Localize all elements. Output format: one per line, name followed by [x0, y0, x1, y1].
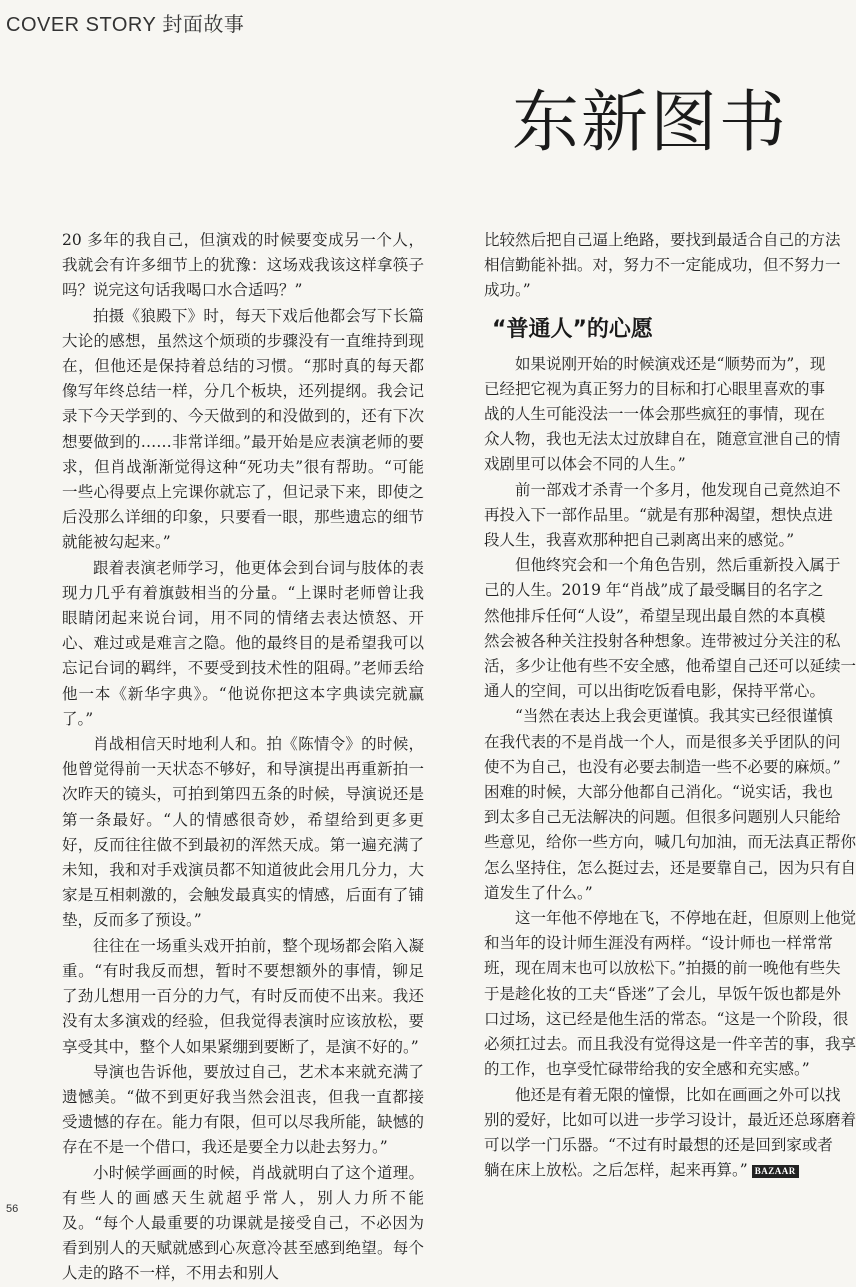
text-line: 成功。”	[484, 281, 531, 300]
text-line: 别的爱好，比如可以进一步学习设计，最近还总琢磨着	[484, 1110, 856, 1129]
text-line: 己的人生。2019 年“肖战”成了最受瞩目的名字之	[484, 581, 824, 600]
text-line: 前一部戏才杀青一个多月，他发现自己竟然迫不	[515, 480, 841, 499]
subheading: “普通人”的心愿	[492, 316, 653, 342]
text-line: 口过场，这已经是他生活的常态。“这是一个阶段，很	[484, 1009, 849, 1028]
text-line: 到太多自己无法解决的问题。但很多问题别人只能给	[484, 808, 841, 827]
section-header	[6, 8, 244, 37]
paragraph: 导演也告诉他，要放过自己，艺术本来就充满了遗憾美。“做不到更好我当然会沮丧，但我一直都接受遗憾的存在。能力有限，但可以尽我所能，缺憾的存在不是一个借口，我还是要全力以赴去努力。”	[62, 1062, 424, 1157]
text-line: 和当年的设计师生涯没有两样。“设计师也一样常常	[484, 934, 833, 953]
text-line: 段人生，我喜欢那种把自己剥离出来的感觉。”	[484, 531, 795, 550]
bazaar-endmark-logo: BAZAAR	[752, 1165, 799, 1178]
text-line: 已经把它视为真正努力的目标和打心眼里喜欢的事	[484, 379, 826, 398]
text-line: 班，现在周末也可以放松下。”拍摄的前一晚他有些失	[484, 959, 841, 978]
page-number: 56	[6, 1203, 19, 1215]
paragraph: 肖战相信天时地利人和。拍《陈情令》的时候，他曾觉得前一天状态不够好，和导演提出再重新拍一次昨天的镜头，可拍到第四五条的时候，导演说还是第一条最好。“人的情感很奇妙，希望给到更多更好，反而往往做不到最初的浑然天成。第一遍充满了未知，我和对手戏演员都不知道彼此会用几分力，大家是互相刺激的，会触发最真实的情感，后面有了铺垫，反而多了预设。”	[62, 735, 424, 930]
text-line: 困难的时候，大部分他都自己消化。“说实话，我也	[484, 783, 833, 802]
text-line: 些意见，给你一些方向，喊几句加油，而无法真正帮你	[484, 833, 856, 852]
paragraph: 小时候学画画的时候，肖战就明白了这个道理。有些人的画感天生就超乎常人，别人力所不能及。“每个人最重要的功课就是接受自己，不必因为看到别人的天赋就感到心灰意冷甚至感到绝望。每个人走的路不一样，不用去和别人	[62, 1163, 424, 1283]
paragraph: 跟着表演老师学习，他更体会到台词与肢体的表现力几乎有着旗鼓相当的分量。“上课时老师曾让我眼睛闭起来说台词，用不同的情绪去表达愤怒、开心、难过或是难言之隐。他的最终目的是希望我可以忘记台词的羁绊，不要受到技术性的阻碍。”老师丢给他一本《新华字典》。“他说你把这本字典读完就赢了。”	[62, 558, 424, 728]
text-column-right-body	[484, 352, 856, 1184]
text-line: 众人物，我也无法太过放肆自在，随意宣泄自己的情	[484, 430, 841, 449]
text-line: 相信勤能补拙。对，努力不一定能成功，但不努力一	[484, 256, 841, 275]
text-line: 然他排斥任何“人设”，希望呈现出最自然的本真模	[484, 606, 826, 625]
section-header-cn: 封面故事	[162, 14, 245, 36]
text-line: 可以学一门乐器。“不过有时最想的还是回到家或者	[484, 1135, 833, 1154]
paragraph: 往往在一场重头戏开拍前，整个现场都会陷入凝重。“有时我反而想，暂时不要想额外的事情，铆足了劲儿想用一百分的力气，有时反而使不出来。我还没有太多演戏的经验，但我觉得表演时应该放松，要享受其中，整个人如果紧绷到要断了，是演不好的。”	[62, 936, 424, 1056]
paragraph: 拍摄《狼殿下》时，每天下戏后他都会写下长篇大论的感想，虽然这个烦琐的步骤没有一直维持到现在，但他还是保持着总结的习惯。“那时真的每天都像写年终总结一样，分几个板块，还列提纲。我会记录下今天学到的、今天做到的和没做到的，还有下次想要做到的……非常详细。”最开始是应表演老师的要求，但肖战渐渐觉得这种“死功夫”很有帮助。“可能一些心得要点上完课你就忘了，但记录下来，即使之后没那么详细的印象，只要看一眼，那些遗忘的细节就能被勾起来。”	[62, 306, 424, 552]
text-line: 战的人生可能没法一一体会那些疯狂的事情，现在	[484, 405, 826, 424]
text-line: 但他终究会和一个角色告别，然后重新投入属于	[515, 556, 841, 575]
text-line: 戏剧里可以体会不同的人生。”	[484, 455, 686, 474]
text-line: 通人的空间，可以出街吃饭看电影，保持平常心。	[484, 682, 826, 701]
section-header-en: COVER STORY	[6, 14, 157, 36]
text-line: 活，多少让他有些不安全感，他希望自己还可以延续一	[484, 657, 856, 676]
text-line: 道发生了什么。”	[484, 883, 593, 902]
text-column-right	[484, 228, 856, 1183]
text-line: 怎么坚持住，怎么挺过去，还是要靠自己，因为只有自	[484, 858, 856, 877]
text-line: 然会被各种关注投射各种想象。连带被过分关注的私	[484, 631, 841, 650]
text-line: 在我代表的不是肖战一个人，而是很多关乎团队的问	[484, 732, 841, 751]
text-column-left	[62, 228, 424, 1287]
text-line: 如果说刚开始的时候演戏还是“顺势而为”，现	[515, 354, 826, 373]
text-line: 的工作，也享受忙碌带给我的安全感和充实感。”	[484, 1060, 810, 1079]
text-line: “当然在表达上我会更谨慎。我其实已经很谨慎	[515, 707, 833, 726]
text-line: 再投入下一部作品里。“就是有那种渴望，想快点进	[484, 505, 833, 524]
text-line: 比较然后把自己逼上绝路，要找到最适合自己的方法	[484, 231, 841, 249]
article-title: 东新图书	[512, 83, 788, 161]
paragraph: 20 多年的我自己，但演戏的时候要变成另一个人，我就会有许多细节上的犹豫：这场戏我该这样拿筷子吗？说完这句话我喝口水合适吗？”	[62, 231, 424, 300]
text-line: 这一年他不停地在飞，不停地在赶，但原则上他觉	[515, 909, 856, 928]
text-line: 使不为自己，也没有必要去制造一些不必要的麻烦。”	[484, 757, 841, 776]
text-line: 必须扛过去。而且我没有觉得这是一件辛苦的事，我享	[484, 1035, 856, 1054]
text-line: 他还是有着无限的憧憬，比如在画画之外可以找	[515, 1085, 841, 1104]
text-line: 于是趁化妆的工夫“昏迷”了会儿，早饭午饭也都是外	[484, 984, 841, 1003]
text-line: 躺在床上放松。之后怎样，起来再算。” BAZAAR	[484, 1158, 800, 1183]
